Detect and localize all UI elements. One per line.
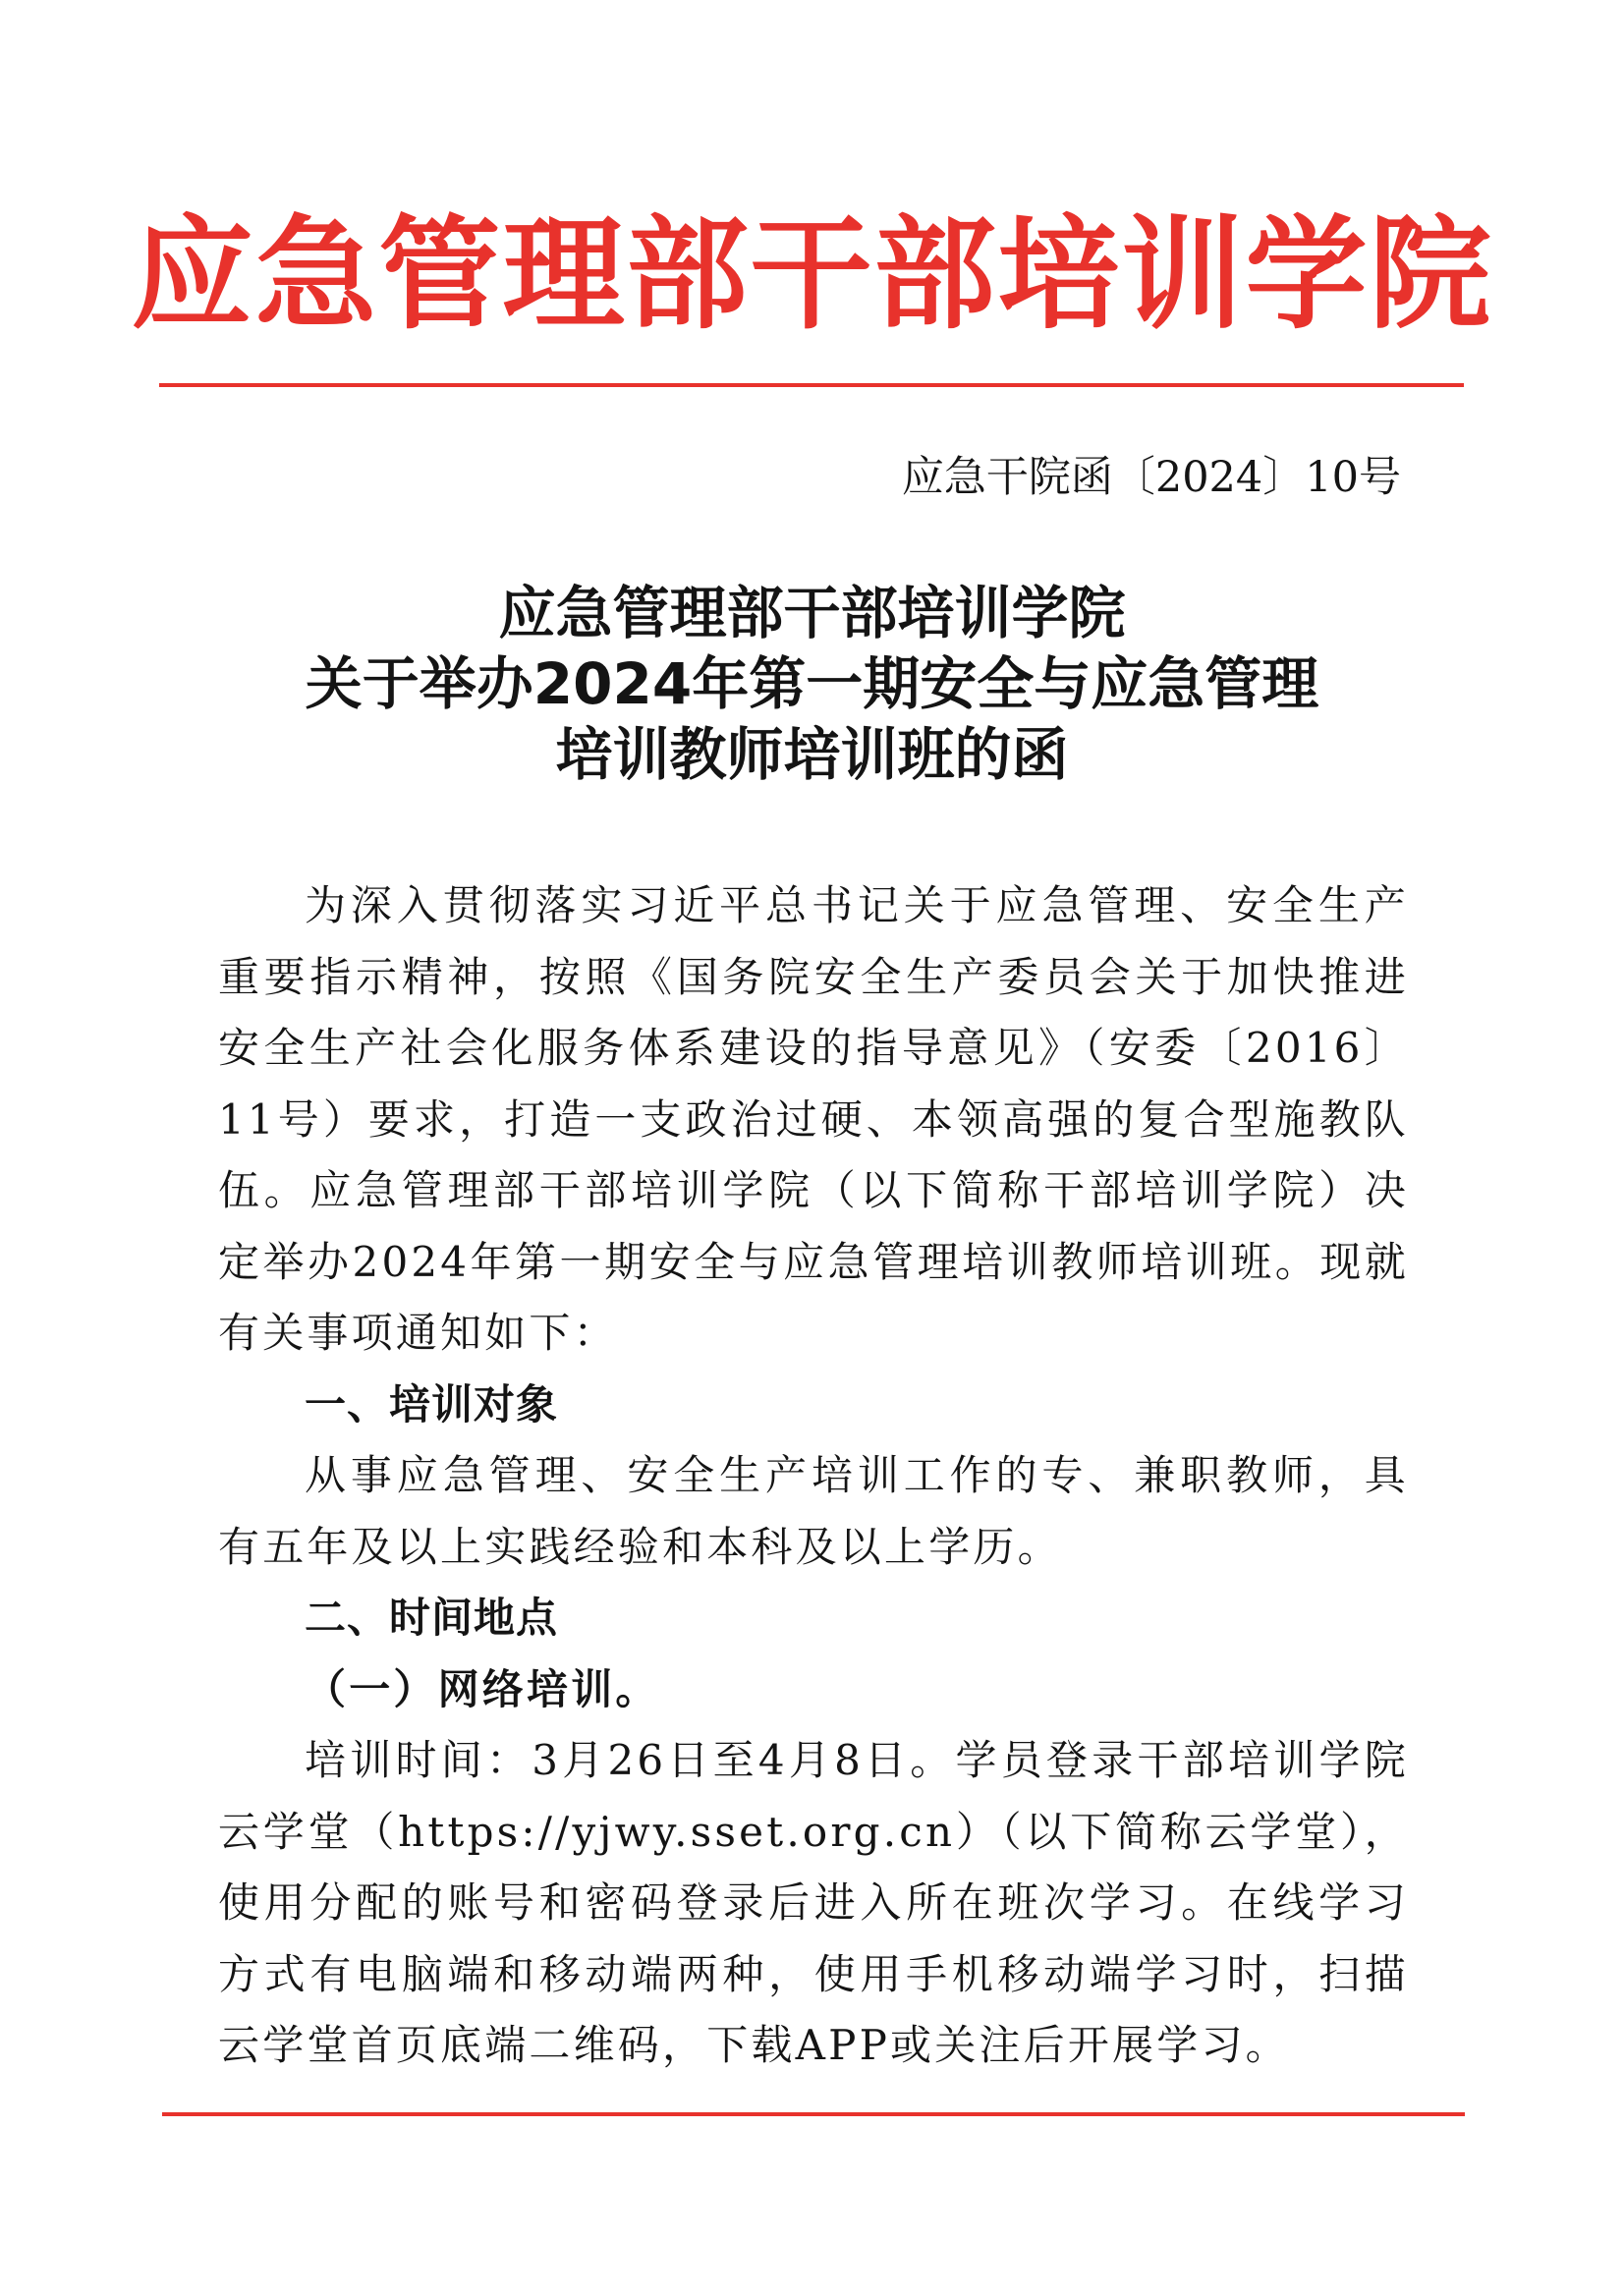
document-number: 应急干院函〔2024〕10号	[901, 453, 1401, 502]
letterhead-red-rule	[159, 383, 1464, 387]
title-line-1: 应急管理部干部培训学院	[498, 580, 1126, 646]
document-title	[0, 578, 1624, 790]
section-2-subheading-1: （一）网络培训。	[305, 1664, 660, 1713]
section-1-paragraph: 从事应急管理、安全生产培训工作的专、兼职教师，具有五年及以上实践经验和本科及以上学历。	[218, 1451, 1409, 1571]
section-2-paragraph-1: 培训时间：3月26日至4月8日。学员登录干部培训学院云学堂（https://yjwy.sset.org.cn）（以下简称云学堂），使用分配的账号和密码登录后进入所在班次学习。在线学习方式有电脑端和移动端两种，使用手机移动端学习时，扫描云学堂首页底端二维码，下载APP或关注后开展学习。	[218, 1736, 1409, 2069]
title-line-2: 关于举办2024年第一期安全与应急管理	[305, 650, 1319, 717]
letterhead-organization: 应急管理部干部培训学院	[131, 204, 1493, 346]
intro-paragraph: 为深入贯彻落实习近平总书记关于应急管理、安全生产重要指示精神，按照《国务院安全生产委员会关于加快推进安全生产社会化服务体系建设的指导意见》（安委〔2016〕11号）要求，打造一支政治过硬、本领高强的复合型施教队伍。应急管理部干部培训学院（以下简称干部培训学院）决定举办2024年第一期安全与应急管理培训教师培训班。现就有关事项通知如下：	[218, 881, 1409, 1357]
section-heading-2: 二、时间地点	[305, 1594, 559, 1642]
title-line-3: 培训教师培训班的函	[555, 721, 1069, 788]
section-heading-1: 一、培训对象	[305, 1379, 559, 1428]
document-body	[218, 870, 1409, 2082]
footer-red-rule	[162, 2112, 1465, 2116]
